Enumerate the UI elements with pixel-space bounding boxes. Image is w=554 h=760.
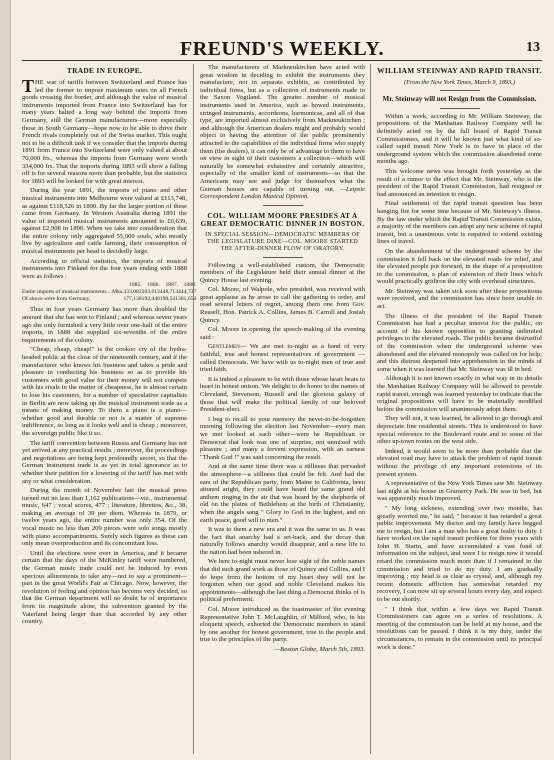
article-paragraph: Indeed, it would seem to be more than probable that the elevated road may have to attack the problem of rapid transit without the privilege of any important extensions of its present system.: [377, 447, 542, 478]
article-paragraph: " I think that within a few days we Rapid Transit Commissioners can agree on a series of resolutions. A meeting of the commission can be held at my house, and the resolutions can be passed. I think it is my duty, under the circumstances, to remain in the commission until its principal work is done.": [377, 605, 542, 651]
table-row: [22, 296, 196, 303]
masthead-title: FREUND'S WEEKLY.: [180, 38, 384, 60]
article-paragraph: This welcome news was brought forth yesterday as the result of a rumor to the effect that Mr. Steinway, who is the president of the Rapid Transit Commission, had resigned or had announced an intention to resign.: [377, 167, 542, 198]
article-heading-col-moore: COL. WILLIAM MOORE PRESIDES AT A GREAT DEMOCRATIC DINNER IN BOSTON.: [200, 211, 365, 229]
article-paragraph: "Cheap, cheap, cheap!" is the cookoo cry of the hydra-headed public at the close of the nineteenth century, and if the manufacturer who knows his business and takes a pride and pleasure in conducting his business so as to provide his customers with good value for their money will not compete with his rivals in the matter of cheapness, he is almost certain to lose his customers, for a number of speculative capitalists in Berlin are now taking up the musical instrument trade as a means of making money. To them a piano is a piano—whether good and durable or not is a matter of supreme indifference, so long as it looks well and is cheap ; moreover, the sovereign public like it so.: [22, 346, 187, 437]
article-paragraph: The illness of the president of the Rapid Transit Commission has had a peculiar interest for the public, on account of his known opposition to granting unlimited privileges to the elevated roads. The public became distrustful of the commission when the underground scheme was abandoned and the elevated monopoly was called on for help, and this distrust deepened into apprehension in the minds of some when it was learned that Mr. Steinway was ill in bed.: [377, 312, 542, 373]
column-2: [200, 64, 365, 754]
article-paragraph: It is indeed a pleasure to be with those whose heart beats to heart in honest unison. We delight to do honor to the names of Cleveland, Stevenson, Russell and the glorious galaxy of those that will make the political family of our beloved President-elect.: [200, 375, 365, 414]
finland-imports-table: [22, 282, 196, 303]
section-divider: [440, 90, 480, 91]
column-1: [22, 64, 197, 754]
article-paragraph: The tariff convention between Russia and Germany has not yet arrived at any practical results ; moreover, the proceedings and negotiations are being kept profoundly secret, so that the German instrument trade is as yet in total ignorance as to whether their petition for a lowering of the tariff has met with any or what consideration.: [22, 439, 187, 485]
article-paragraph: Col. Moore in opening the speech-making of the evening said :: [200, 326, 365, 341]
table-header-cell: 1887.: [165, 282, 179, 289]
article-paragraph: Gentlemen— We are met to-night as a band of very faithful, true and honest representatives of government — called Democrats. We have with us to-night men of true and tried faith.: [200, 343, 365, 374]
article-paragraph: A representative of the New York Times saw Mr. Steinway last night at his house in Gramercy Park. He was in bed, but was apparently much improved.: [377, 480, 542, 503]
article-paragraph: Col. Moore, of Walpole, who presided, was received with great applause as he arose to call the gathering to order, and read several letters of regret, among them one from Gov. Russell, Hon. Patrick A. Collins, James B. Carroll and Josiah Quincy.: [200, 286, 365, 324]
table-header-cell: 1885.: [129, 282, 142, 289]
article-paragraph: Although it is not known exactly in what way in its details the Manhattan Railway Company will be allowed to provide rapid transit, enough was learned yesterday to indicate that the original propositions will have to be materially modified before the commission will unanimously adopt them.: [377, 375, 542, 413]
article-subheading: Mr. Steinway will not Resign from the Commission.: [382, 95, 537, 104]
article-paragraph: According to official statistics, the imports of musical instruments into Finland for the four years ending with 1888 were as follows :: [22, 257, 187, 280]
newspaper-page: [22, 0, 542, 760]
article-paragraph: Within a week, according to Mr. William Steinway, the propositions of the Manhattan Railway Company will be definitely acted on by the full board of Rapid Transit Commissioners, and it will be known just what kind of so-called rapid transit New York is to have in place of the underground system which the commission abandoned some months ago.: [377, 112, 542, 166]
table-cell: 333,082: [123, 289, 142, 296]
masthead: [22, 38, 542, 60]
table-cell: 444,737: [178, 289, 197, 296]
article-paragraph: I beg to recall to your memory the never-to-be-forgotten morning following the election last November—every man we met looked at each other—were he Republican or Democrat that look was one of surprise, not unmixed with pleasure ; and many a fervent expression, with an earnest "Thank God !" was said concerning the result.: [200, 415, 365, 461]
article-source: —Leipsic Correspondent London Musical Opinion.: [200, 185, 366, 201]
article-source: (From the New York Times, March 9, 1893.): [404, 79, 515, 86]
article-paragraph: Final settlement of the rapid transit question has been hanging fire for some time because of Mr. Steinway's illness. By the law under which the Rapid Transit Commission exists, a majority of the members can adopt any new scheme of rapid transit, but a unanimous vote is required to extend existing lines of travel.: [377, 200, 542, 246]
column-3: [377, 64, 542, 754]
article-paragraph: The manufacturers of Markneukirchen have acted with great wisdom in deciding to exhibit the instruments they manufacture, not in separate exhibits, as contributed by individual firms, but as a collection of instruments made in the Saxon Vogtland. The greater number of musical instruments used in America, such as bowed instruments, stringed instruments, accordeons, harmonicas, and all of that type, are imported almost exclusively from Markneukirchen ; and although the American dealers might and probably would object to having the attention of the public prominently attracted to the capabilities of the individual firms who supply them (the dealers), it can only be of advantage to them to have on view in sight of their customers a collection—which will naturally be somewhat exhaustive and certainly attractive, especially of the smaller kind of instruments—so that the Americans may see and judge for themselves what the German houses are capable of turning out. —Leipsic Correspondent London Musical Opinion.: [200, 64, 366, 201]
drop-cap: T: [22, 76, 35, 96]
article-heading-trade-in-europe: TRADE IN EUROPE.: [66, 66, 143, 75]
page-binding-edge: [0, 0, 11, 760]
article-paragraph: We here to-night must never lose sight of the noble names that did such grand work as those of Quincy and Collins, and I do hope from the bottom of my heart they will not be forgotten when our good and noble Cleveland makes his appointments—although the last thing a Democrat thinks of is political preferment.: [200, 558, 365, 604]
column-divider: [193, 64, 194, 754]
salutation: Gentlemen: [208, 343, 240, 351]
table-header-cell: 1888.: [183, 282, 197, 289]
article-paragraph: Col. Moore introduced as the toastmaster of the evening Representative John T. McLaughlin, of Milford, who, in his eloquent speech, exhorted the Democratic members to stand by one another for honest government, true to the people and true to the principles of the party.: [200, 606, 365, 644]
table-cell: 190,541: [159, 296, 179, 303]
article-paragraph: Mr. Steinway was taken sick soon after these propositions were received, and the commission has since been unable to act.: [377, 287, 542, 311]
article-paragraph: Following a well-established custom, the Democratic members of the Legislature held their annual dinner at the Quincy House last evening.: [200, 261, 365, 284]
table-row-label: Entire imports of musical instruments ...Mks.: [22, 289, 124, 296]
section-divider: [263, 205, 303, 206]
table-cell: 177,138: [123, 296, 142, 303]
masthead-rule: [22, 60, 542, 61]
section-divider: [440, 108, 480, 109]
table-cell: 303,613: [141, 289, 160, 296]
article-paragraph: On the abandonment of the underground scheme by the commission it fell back on the elevated roads for relief, and the elevated people put forward, in the shape of a proposition to the commission, a plan of extension of their lines which would practically gridiron the city with overhead structures.: [377, 247, 542, 286]
section-divider: [263, 257, 303, 258]
article-source: —Boston Globe, March 5th, 1893.: [274, 646, 365, 653]
table-cell: 192,440: [141, 296, 160, 303]
article-paragraph: It was to them a new era and it was the same to us. It was the fact that anarchy had a set-back, and the decay that naturally follows anarchy would disappear, and a new life to the nation had been ushered in.: [200, 526, 365, 556]
article-paragraph: Until the elections were over in America, and it became certain that the days of the McKinley tariff were numbered, the German music trade could not be induced by even specious allurements to take any—not to say a prominent—part in the great World's Fair at Chicago. Now, however, the revolution of feeling and opinion has become very decided, so that the German department will no doubt be of importance from its magnitude alone, the subvention granted by the Vaterland being larger than that accorded by any other country.: [22, 549, 187, 626]
article-paragraph: Thus in four years Germany has more than doubled the amount that she has sent to Finland ; and whereas seven years ago she only furnished a very little over one-half of the entire imports, in 1888 she supplied six-sevenths of the entire requirements of the colony.: [22, 306, 187, 344]
article-heading-steinway: WILLIAM STEINWAY AND RAPID TRANSIT.: [377, 66, 542, 75]
article-subheading: IN SPECIAL SESSION—DEMOCRATIC MEMBERS OF THE LEGISLATURE DINE—COL. MOORE STARTED THE AFTER-DINNER FLOW OF ORATORY.: [205, 231, 360, 252]
article-paragraph: " My long sickness, extending over two months, has greatly worried me," he said, " because it has retarded a great public improvement. My doctor and my family have begged me to resign, but I am a man who has a great fealty to duty. I have worked on the rapid transit problem for three years with John H. Starin, and have accumulated a vast fund of information on the subject, and were I to resign now it would retard the commission much more than if I remained in the commission and tried to do my duty. I am gradually improving ; my head is as clear as crystal, and, although my recent domestic affliction has somewhat retarded my recovery, I can now sit up several hours every day, and expect to be out shortly.: [377, 504, 542, 604]
table-cell: 448,713: [159, 289, 179, 296]
article-paragraph: During the month of November last the musical press turned out no less than 1,162 publications—viz., instrumental music, 647 ; vocal scores, 477 ; literature, librettos, &c., 38, making an average of 39 per diem. Whereas in 1879, or twelve years ago, the entire number was only 354. Of the vocal music no less than 209 pieces were solo songs mostly with piano accompaniments. Surely such figures as these can only mean overproduction and its concomitant loss.: [22, 487, 187, 548]
column-divider: [370, 64, 371, 754]
table-cell: 381,654: [178, 296, 197, 303]
article-paragraph: And at the same time there was a stillness that pervaded the atmosphere—a stillness that could be felt. And had the ears of the Republican party, from Maine to California, been attuned aright, they could have heard the same grand old anthem ringing in the air that was heard by the shepherds of old on the plains of Bethlehem at the birth of Christianity, when the angels sang " Glory to God in the highest, and on earth peace, good will to men.": [200, 463, 365, 524]
table-row-label: Of above were from Germany,: [22, 296, 91, 303]
page-number: 13: [526, 40, 540, 55]
article-paragraph: THE war of tariffs between Switzerland and France has led the former to impose maximum rates on all French goods crossing the border, and although the value of musical instruments imported from France into Switzerland has for many years halted a long way behind the imports from Germany, still the German manufacturers—more especially those in South Germany—hope now to be able to drive their French rivals completely out of the Swiss market. This ought not to be a difficult task if we consider that the imports during 1891 from France into Switzerland were only valued at about 70,000 frs., whereas the imports from Germany were worth 334,000 frs. That the imports during 1893 will show a falling off is for several reasons more than probable, but the statistics for 1893 will be looked for with great interest.: [22, 76, 187, 185]
article-paragraph: During the year 1891, the imports of piano and other musical instruments into Melbourne were valued at £113,748, as against £118,526 in 1890. By far the larger portion of these came from Germany. In Western Australia during 1891 the value of imported musical instruments amounted to £6,639, against £2,908 in 1890. When we take into consideration that the entire colony only aggregated 55,000 souls, who mostly live by agriculture and cattle farming, their consumption of musical instruments per head is decidedly large.: [22, 187, 187, 256]
table-header-cell: 1886.: [147, 282, 160, 289]
article-paragraph: They will not, it was learned, be allowed to go through and depreciate fine residential streets. This is understood to have special reference to the Boulevard route and to some of the other up-town routes on the west side.: [377, 415, 542, 446]
